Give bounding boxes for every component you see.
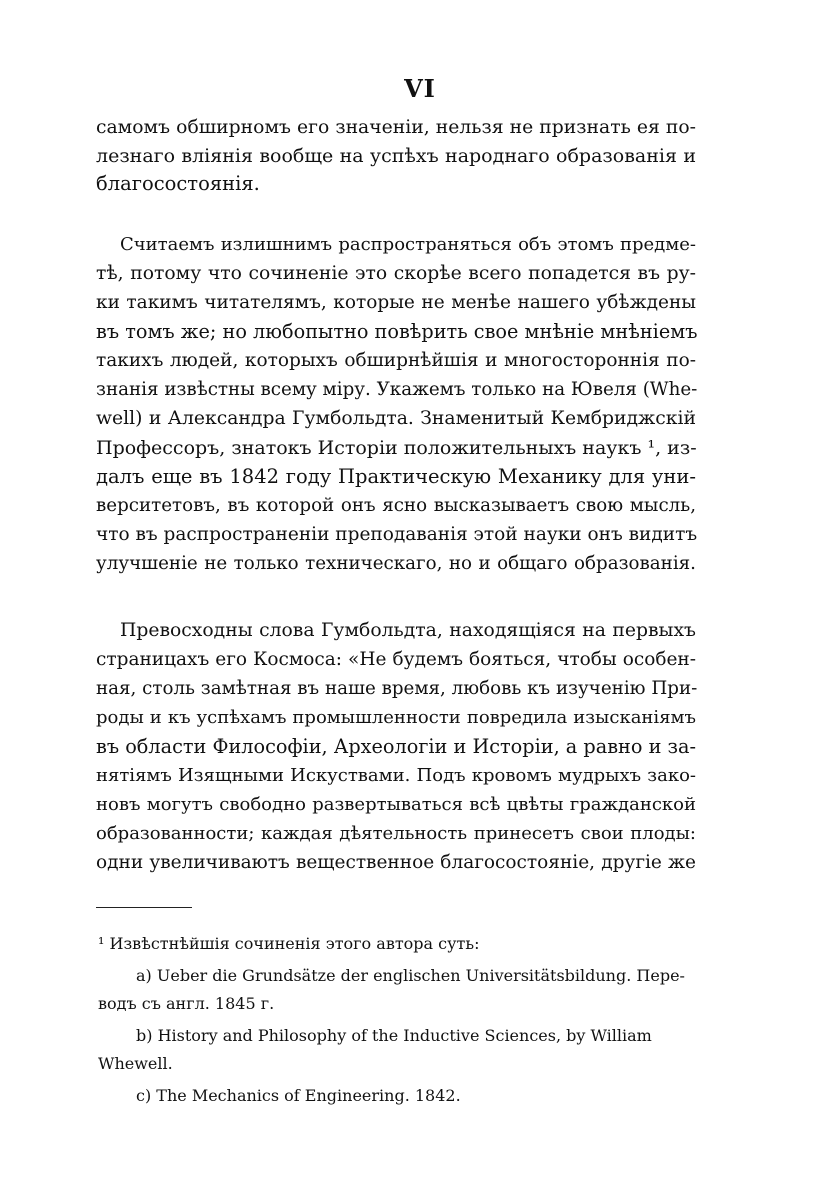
text-line: ки такимъ читателямъ, которые не менѣе нашего убѣждены (96, 292, 696, 313)
text-line: лезнаго вліянія вообще на успѣхъ народнаго образованія и (96, 145, 696, 167)
footnote-intro: ¹ Извѣстнѣйшія сочиненія этого автора суть: (98, 934, 480, 953)
text-line: верситетовъ, въ которой онъ ясно высказываетъ свою мысль, (96, 495, 696, 516)
text-line: нятіямъ Изящными Искуствами. Подъ кровомъ мудрыхъ зако- (96, 765, 696, 786)
footnote-item-b-cont: Whewell. (98, 1054, 173, 1073)
text-line: новъ могутъ свободно развертываться всѣ цвѣты гражданской (96, 794, 696, 815)
text-line: страницахъ его Космоса: «Не будемъ бояться, чтобы особен- (96, 649, 696, 670)
footnote-item-a: a) Ueber die Grundsätze der englischen Universitätsbildung. Пере- (136, 966, 685, 985)
text-line: Превосходны слова Гумбольдта, находящіяся на первыхъ (120, 620, 696, 641)
page-number: VI (404, 74, 436, 103)
text-line: роды и къ успѣхамъ промышленности повредила изысканіямъ (96, 707, 696, 728)
footnote-separator (96, 907, 192, 908)
text-line: благосостоянія. (96, 172, 260, 195)
text-line: самомъ обширномъ его значеніи, нельзя не признать ея по- (96, 117, 696, 138)
footnote-item-b: b) History and Philosophy of the Inductive Sciences, by William (136, 1026, 652, 1045)
text-line: одни увеличиваютъ вещественное благосостояніе, другіе же (96, 852, 696, 873)
text-line: въ области Философіи, Археологіи и Исторіи, а равно и за- (96, 735, 697, 758)
text-line: Считаемъ излишнимъ распространяться объ этомъ предме- (120, 234, 696, 255)
text-line: знанія извѣстны всему міру. Укажемъ только на Ювеля (Whe- (96, 379, 698, 400)
text-line: такихъ людей, которыхъ обширнѣйшія и многостороннія по- (96, 350, 696, 371)
text-line: далъ еще въ 1842 году Практическую Механику для уни- (96, 465, 696, 488)
text-line: Профессоръ, знатокъ Исторіи положительныхъ наукъ ¹, из- (96, 437, 697, 459)
footnote-item-a-cont: водъ съ англ. 1845 г. (98, 994, 275, 1013)
text-line: въ томъ же; но любопытно повѣрить свое мнѣніе мнѣніемъ (96, 320, 698, 343)
text-line: что въ распространеніи преподаванія этой науки онъ видитъ (96, 524, 698, 545)
text-line: ная, столь замѣтная въ наше время, любовь къ изученію При- (96, 678, 698, 699)
text-line: well) и Александра Гумбольдта. Знаменитый Кембриджскій (96, 408, 696, 429)
footnote-item-c: c) The Mechanics of Engineering. 1842. (136, 1086, 461, 1105)
text-line: образованности; каждая дѣятельность принесетъ свои плоды: (96, 823, 696, 844)
text-line: тѣ, потому что сочиненіе это скорѣе всего попадется въ ру- (96, 263, 696, 284)
text-line: улучшеніе не только техническаго, но и общаго образованія. (96, 553, 696, 574)
